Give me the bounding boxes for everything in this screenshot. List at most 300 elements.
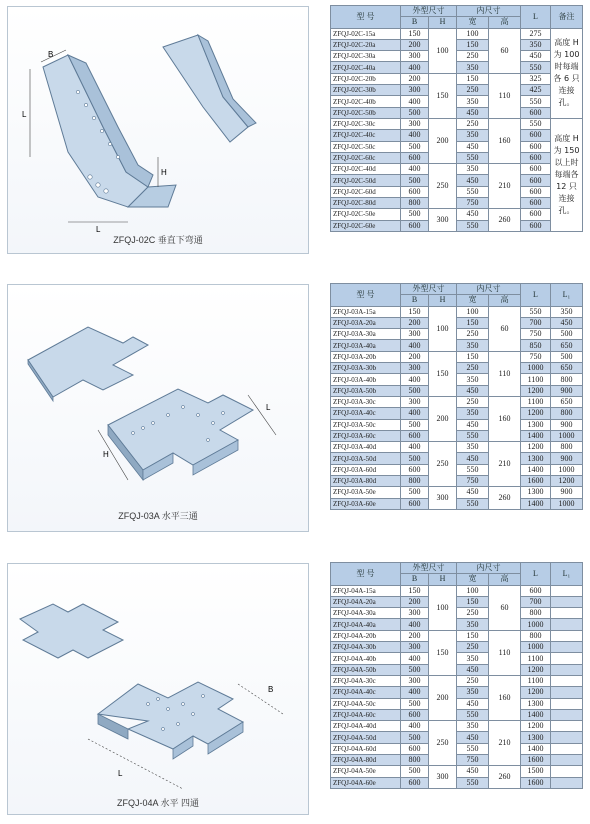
model-cell: ZFQJ-03A-60d	[331, 464, 401, 475]
model-cell: ZFQJ-02C-60e	[331, 220, 401, 231]
outer-b-cell: 300	[401, 51, 429, 62]
spec-table-02c	[330, 5, 583, 232]
table-row	[331, 130, 583, 141]
column-header-b: B	[401, 17, 429, 28]
column-header-h: H	[429, 17, 457, 28]
model-cell: ZFQJ-02C-40b	[331, 96, 401, 107]
figure-03a	[7, 284, 309, 532]
l1-cell: 350	[551, 306, 583, 317]
vertical-down-bend-drawing	[8, 7, 308, 253]
l1-cell	[551, 653, 583, 664]
outer-b-cell: 600	[401, 152, 429, 163]
length-cell: 1200	[521, 687, 551, 698]
figure-caption: ZFQJ-03A 水平三通	[118, 511, 198, 521]
model-cell: ZFQJ-04A-40a	[331, 619, 401, 630]
length-cell: 1200	[521, 721, 551, 732]
length-cell: 1300	[521, 453, 551, 464]
inner-width-cell: 450	[457, 107, 489, 118]
inner-width-cell: 750	[457, 755, 489, 766]
column-header-height: 高	[489, 17, 521, 28]
outer-b-cell: 500	[401, 664, 429, 675]
table-row	[331, 642, 583, 653]
column-header-height: 高	[489, 295, 521, 306]
model-cell: ZFQJ-04A-20a	[331, 596, 401, 607]
inner-height-cell: 60	[489, 28, 521, 73]
table-row	[331, 385, 583, 396]
l1-cell	[551, 766, 583, 777]
inner-width-cell: 450	[457, 664, 489, 675]
model-cell: ZFQJ-04A-60c	[331, 709, 401, 720]
outer-b-cell: 500	[401, 698, 429, 709]
outer-b-cell: 400	[401, 721, 429, 732]
table-row	[331, 186, 583, 197]
length-cell: 1500	[521, 766, 551, 777]
l1-cell: 450	[551, 317, 583, 328]
model-cell: ZFQJ-02C-60d	[331, 186, 401, 197]
outer-b-cell: 500	[401, 419, 429, 430]
length-cell: 1000	[521, 619, 551, 630]
length-cell: 1400	[521, 709, 551, 720]
outer-b-cell: 200	[401, 39, 429, 50]
table-row	[331, 220, 583, 231]
table-row	[331, 619, 583, 630]
table-row	[331, 152, 583, 163]
table-row	[331, 430, 583, 441]
model-cell: ZFQJ-04A-50e	[331, 766, 401, 777]
length-cell: 1100	[521, 374, 551, 385]
table-row	[331, 698, 583, 709]
length-cell: 700	[521, 596, 551, 607]
inner-width-cell: 100	[457, 306, 489, 317]
dim-label-l: L	[266, 403, 271, 412]
length-cell: 600	[521, 198, 551, 209]
outer-b-cell: 500	[401, 385, 429, 396]
l1-cell: 900	[551, 385, 583, 396]
column-header-outer-size: 外型尺寸	[401, 6, 457, 17]
table-row	[331, 755, 583, 766]
model-cell: ZFQJ-02C-30b	[331, 85, 401, 96]
inner-width-cell: 250	[457, 396, 489, 407]
outer-b-cell: 300	[401, 396, 429, 407]
inner-height-cell: 160	[489, 118, 521, 163]
inner-width-cell: 550	[457, 152, 489, 163]
table-row	[331, 487, 583, 498]
column-header-b: B	[401, 295, 429, 306]
model-cell: ZFQJ-03A-30a	[331, 329, 401, 340]
length-cell: 1100	[521, 675, 551, 686]
table-row	[331, 209, 583, 220]
figure-caption: ZFQJ-04A 水平 四通	[116, 798, 199, 808]
length-cell: 1200	[521, 664, 551, 675]
inner-width-cell: 150	[457, 351, 489, 362]
model-cell: ZFQJ-03A-50c	[331, 419, 401, 430]
outer-b-cell: 600	[401, 220, 429, 231]
l1-cell	[551, 743, 583, 754]
model-cell: ZFQJ-03A-80d	[331, 476, 401, 487]
outer-b-cell: 500	[401, 732, 429, 743]
l1-cell	[551, 755, 583, 766]
inner-height-cell: 210	[489, 442, 521, 487]
inner-height-cell: 210	[489, 721, 521, 766]
inner-width-cell: 550	[457, 777, 489, 788]
outer-b-cell: 500	[401, 453, 429, 464]
outer-b-cell: 500	[401, 487, 429, 498]
inner-width-cell: 100	[457, 28, 489, 39]
model-cell: ZFQJ-02C-80d	[331, 198, 401, 209]
l1-cell: 650	[551, 340, 583, 351]
dim-label-l: L	[118, 769, 123, 778]
l1-cell	[551, 721, 583, 732]
inner-height-cell: 210	[489, 164, 521, 209]
length-cell: 1600	[521, 755, 551, 766]
inner-height-cell: 260	[489, 209, 521, 232]
length-cell: 325	[521, 73, 551, 84]
inner-height-cell: 160	[489, 396, 521, 441]
model-cell: ZFQJ-03A-40c	[331, 408, 401, 419]
outer-b-cell: 150	[401, 306, 429, 317]
table-row	[331, 442, 583, 453]
length-cell: 600	[521, 585, 551, 596]
inner-width-cell: 350	[457, 408, 489, 419]
column-header-model: 型 号	[331, 6, 401, 29]
outer-h-cell: 100	[429, 28, 457, 73]
length-cell: 350	[521, 39, 551, 50]
inner-width-cell: 150	[457, 39, 489, 50]
table-row	[331, 51, 583, 62]
dim-label-h: H	[161, 168, 167, 177]
model-cell: ZFQJ-03A-30b	[331, 363, 401, 374]
length-cell: 1300	[521, 487, 551, 498]
inner-width-cell: 450	[457, 698, 489, 709]
model-cell: ZFQJ-02C-60c	[331, 152, 401, 163]
column-header-extra: L₁	[551, 284, 583, 307]
table-row	[331, 743, 583, 754]
column-header-inner-size: 内尺寸	[457, 6, 521, 17]
l1-cell	[551, 687, 583, 698]
outer-b-cell: 400	[401, 340, 429, 351]
figure-02c	[7, 6, 309, 254]
table-row	[331, 175, 583, 186]
table-row	[331, 118, 583, 129]
dim-label-l-bottom: L	[96, 225, 101, 234]
inner-width-cell: 350	[457, 721, 489, 732]
table-row	[331, 687, 583, 698]
table-row	[331, 62, 583, 73]
inner-width-cell: 450	[457, 487, 489, 498]
inner-width-cell: 250	[457, 363, 489, 374]
outer-b-cell: 300	[401, 85, 429, 96]
outer-b-cell: 300	[401, 642, 429, 653]
table-row	[331, 653, 583, 664]
column-header-h: H	[429, 574, 457, 585]
l1-cell: 1200	[551, 476, 583, 487]
length-cell: 1000	[521, 642, 551, 653]
outer-h-cell: 150	[429, 73, 457, 118]
length-cell: 1300	[521, 419, 551, 430]
length-cell: 1400	[521, 498, 551, 509]
length-cell: 600	[521, 152, 551, 163]
length-cell: 1400	[521, 430, 551, 441]
model-cell: ZFQJ-03A-40d	[331, 442, 401, 453]
length-cell: 1100	[521, 396, 551, 407]
outer-b-cell: 800	[401, 755, 429, 766]
l1-cell	[551, 698, 583, 709]
length-cell: 600	[521, 141, 551, 152]
column-header-l: L	[521, 563, 551, 586]
outer-b-cell: 600	[401, 777, 429, 788]
inner-width-cell: 450	[457, 141, 489, 152]
outer-h-cell: 250	[429, 721, 457, 766]
table-row	[331, 664, 583, 675]
inner-width-cell: 350	[457, 164, 489, 175]
inner-width-cell: 550	[457, 220, 489, 231]
column-header-l: L	[521, 284, 551, 307]
inner-width-cell: 250	[457, 642, 489, 653]
outer-b-cell: 600	[401, 709, 429, 720]
inner-width-cell: 350	[457, 374, 489, 385]
length-cell: 600	[521, 186, 551, 197]
length-cell: 275	[521, 28, 551, 39]
table-row	[331, 453, 583, 464]
model-cell: ZFQJ-02C-50c	[331, 141, 401, 152]
length-cell: 700	[521, 317, 551, 328]
outer-b-cell: 150	[401, 585, 429, 596]
l1-cell: 500	[551, 329, 583, 340]
length-cell: 600	[521, 220, 551, 231]
length-cell: 550	[521, 118, 551, 129]
table-row	[331, 476, 583, 487]
length-cell: 550	[521, 306, 551, 317]
outer-b-cell: 600	[401, 743, 429, 754]
column-header-b: B	[401, 574, 429, 585]
outer-h-cell: 250	[429, 164, 457, 209]
column-header-l: L	[521, 6, 551, 29]
inner-width-cell: 250	[457, 329, 489, 340]
inner-width-cell: 550	[457, 430, 489, 441]
model-cell: ZFQJ-04A-30b	[331, 642, 401, 653]
model-cell: ZFQJ-04A-20b	[331, 630, 401, 641]
length-cell: 1400	[521, 743, 551, 754]
section-03a	[0, 278, 590, 538]
l1-cell	[551, 675, 583, 686]
table-row	[331, 464, 583, 475]
length-cell: 750	[521, 329, 551, 340]
length-cell: 1300	[521, 698, 551, 709]
length-cell: 1000	[521, 363, 551, 374]
outer-b-cell: 400	[401, 164, 429, 175]
column-header-inner-size: 内尺寸	[457, 563, 521, 574]
inner-width-cell: 550	[457, 709, 489, 720]
remark-cell: 高度 H 为 150 以上时每端各 12 只连接孔。	[551, 118, 583, 231]
length-cell: 850	[521, 340, 551, 351]
inner-width-cell: 350	[457, 62, 489, 73]
model-cell: ZFQJ-04A-40b	[331, 653, 401, 664]
length-cell: 1600	[521, 777, 551, 788]
inner-width-cell: 450	[457, 732, 489, 743]
inner-width-cell: 450	[457, 419, 489, 430]
table-row	[331, 608, 583, 619]
table-row	[331, 85, 583, 96]
outer-b-cell: 800	[401, 476, 429, 487]
inner-height-cell: 260	[489, 487, 521, 510]
model-cell: ZFQJ-04A-60d	[331, 743, 401, 754]
outer-h-cell: 300	[429, 209, 457, 232]
inner-height-cell: 60	[489, 306, 521, 351]
table-row	[331, 306, 583, 317]
outer-h-cell: 250	[429, 442, 457, 487]
remark-cell: 高度 H 为 100 时每端各 6 只连接孔。	[551, 28, 583, 118]
l1-cell: 1000	[551, 464, 583, 475]
outer-b-cell: 200	[401, 317, 429, 328]
l1-cell	[551, 619, 583, 630]
table-row	[331, 198, 583, 209]
length-cell: 600	[521, 130, 551, 141]
column-header-extra: L₁	[551, 563, 583, 586]
table-row	[331, 28, 583, 39]
model-cell: ZFQJ-03A-40b	[331, 374, 401, 385]
figure-04a	[7, 563, 309, 815]
inner-width-cell: 350	[457, 130, 489, 141]
inner-width-cell: 450	[457, 175, 489, 186]
inner-width-cell: 450	[457, 385, 489, 396]
outer-b-cell: 400	[401, 687, 429, 698]
length-cell: 600	[521, 107, 551, 118]
l1-cell: 800	[551, 408, 583, 419]
table-row	[331, 732, 583, 743]
inner-width-cell: 150	[457, 630, 489, 641]
length-cell: 425	[521, 85, 551, 96]
dim-label-b: B	[268, 685, 274, 694]
table-row	[331, 408, 583, 419]
outer-h-cell: 200	[429, 396, 457, 441]
model-cell: ZFQJ-04A-60e	[331, 777, 401, 788]
outer-b-cell: 600	[401, 498, 429, 509]
table-row	[331, 630, 583, 641]
length-cell: 1100	[521, 653, 551, 664]
table-row	[331, 363, 583, 374]
outer-b-cell: 500	[401, 209, 429, 220]
length-cell: 1200	[521, 408, 551, 419]
model-cell: ZFQJ-02C-30c	[331, 118, 401, 129]
table-row	[331, 73, 583, 84]
inner-width-cell: 250	[457, 85, 489, 96]
model-cell: ZFQJ-03A-20b	[331, 351, 401, 362]
model-cell: ZFQJ-04A-50b	[331, 664, 401, 675]
outer-b-cell: 800	[401, 198, 429, 209]
outer-b-cell: 200	[401, 73, 429, 84]
model-cell: ZFQJ-02C-50b	[331, 107, 401, 118]
column-header-width: 宽	[457, 295, 489, 306]
l1-cell	[551, 608, 583, 619]
column-header-width: 宽	[457, 17, 489, 28]
outer-b-cell: 400	[401, 62, 429, 73]
outer-b-cell: 400	[401, 374, 429, 385]
inner-width-cell: 750	[457, 198, 489, 209]
model-cell: ZFQJ-02C-20b	[331, 73, 401, 84]
inner-width-cell: 550	[457, 464, 489, 475]
l1-cell: 900	[551, 419, 583, 430]
outer-h-cell: 100	[429, 585, 457, 630]
outer-b-cell: 500	[401, 107, 429, 118]
model-cell: ZFQJ-03A-40a	[331, 340, 401, 351]
spec-table-04a	[330, 562, 583, 789]
l1-cell	[551, 596, 583, 607]
outer-b-cell: 600	[401, 430, 429, 441]
column-header-model: 型 号	[331, 284, 401, 307]
outer-b-cell: 300	[401, 118, 429, 129]
outer-h-cell: 200	[429, 118, 457, 163]
length-cell: 450	[521, 51, 551, 62]
table-row	[331, 419, 583, 430]
outer-h-cell: 100	[429, 306, 457, 351]
model-cell: ZFQJ-02C-40c	[331, 130, 401, 141]
table-row	[331, 107, 583, 118]
model-cell: ZFQJ-03A-50b	[331, 385, 401, 396]
horizontal-cross-drawing	[8, 564, 308, 814]
inner-width-cell: 350	[457, 619, 489, 630]
l1-cell	[551, 630, 583, 641]
inner-width-cell: 250	[457, 608, 489, 619]
inner-width-cell: 350	[457, 653, 489, 664]
outer-b-cell: 200	[401, 596, 429, 607]
model-cell: ZFQJ-02C-15a	[331, 28, 401, 39]
length-cell: 600	[521, 175, 551, 186]
inner-width-cell: 450	[457, 209, 489, 220]
l1-cell: 800	[551, 374, 583, 385]
length-cell: 800	[521, 608, 551, 619]
inner-height-cell: 110	[489, 351, 521, 396]
inner-width-cell: 150	[457, 596, 489, 607]
inner-height-cell: 110	[489, 630, 521, 675]
outer-b-cell: 500	[401, 175, 429, 186]
inner-height-cell: 110	[489, 73, 521, 118]
model-cell: ZFQJ-03A-30c	[331, 396, 401, 407]
model-cell: ZFQJ-04A-80d	[331, 755, 401, 766]
length-cell: 550	[521, 62, 551, 73]
l1-cell	[551, 777, 583, 788]
outer-b-cell: 600	[401, 464, 429, 475]
column-header-extra: 备注	[551, 6, 583, 29]
inner-height-cell: 60	[489, 585, 521, 630]
inner-width-cell: 450	[457, 453, 489, 464]
outer-b-cell: 300	[401, 329, 429, 340]
table-row	[331, 164, 583, 175]
spec-table-03a	[330, 283, 583, 510]
inner-width-cell: 550	[457, 186, 489, 197]
table-row	[331, 351, 583, 362]
inner-width-cell: 250	[457, 51, 489, 62]
inner-width-cell: 250	[457, 675, 489, 686]
outer-b-cell: 500	[401, 141, 429, 152]
length-cell: 1300	[521, 732, 551, 743]
inner-width-cell: 250	[457, 118, 489, 129]
column-header-outer-size: 外型尺寸	[401, 563, 457, 574]
outer-b-cell: 200	[401, 630, 429, 641]
model-cell: ZFQJ-02C-30a	[331, 51, 401, 62]
outer-b-cell: 400	[401, 619, 429, 630]
table-row	[331, 396, 583, 407]
model-cell: ZFQJ-03A-15a	[331, 306, 401, 317]
model-cell: ZFQJ-04A-40d	[331, 721, 401, 732]
outer-h-cell: 150	[429, 630, 457, 675]
model-cell: ZFQJ-04A-50d	[331, 732, 401, 743]
table-row	[331, 766, 583, 777]
inner-width-cell: 150	[457, 73, 489, 84]
l1-cell	[551, 732, 583, 743]
length-cell: 600	[521, 164, 551, 175]
outer-b-cell: 300	[401, 608, 429, 619]
table-row	[331, 721, 583, 732]
